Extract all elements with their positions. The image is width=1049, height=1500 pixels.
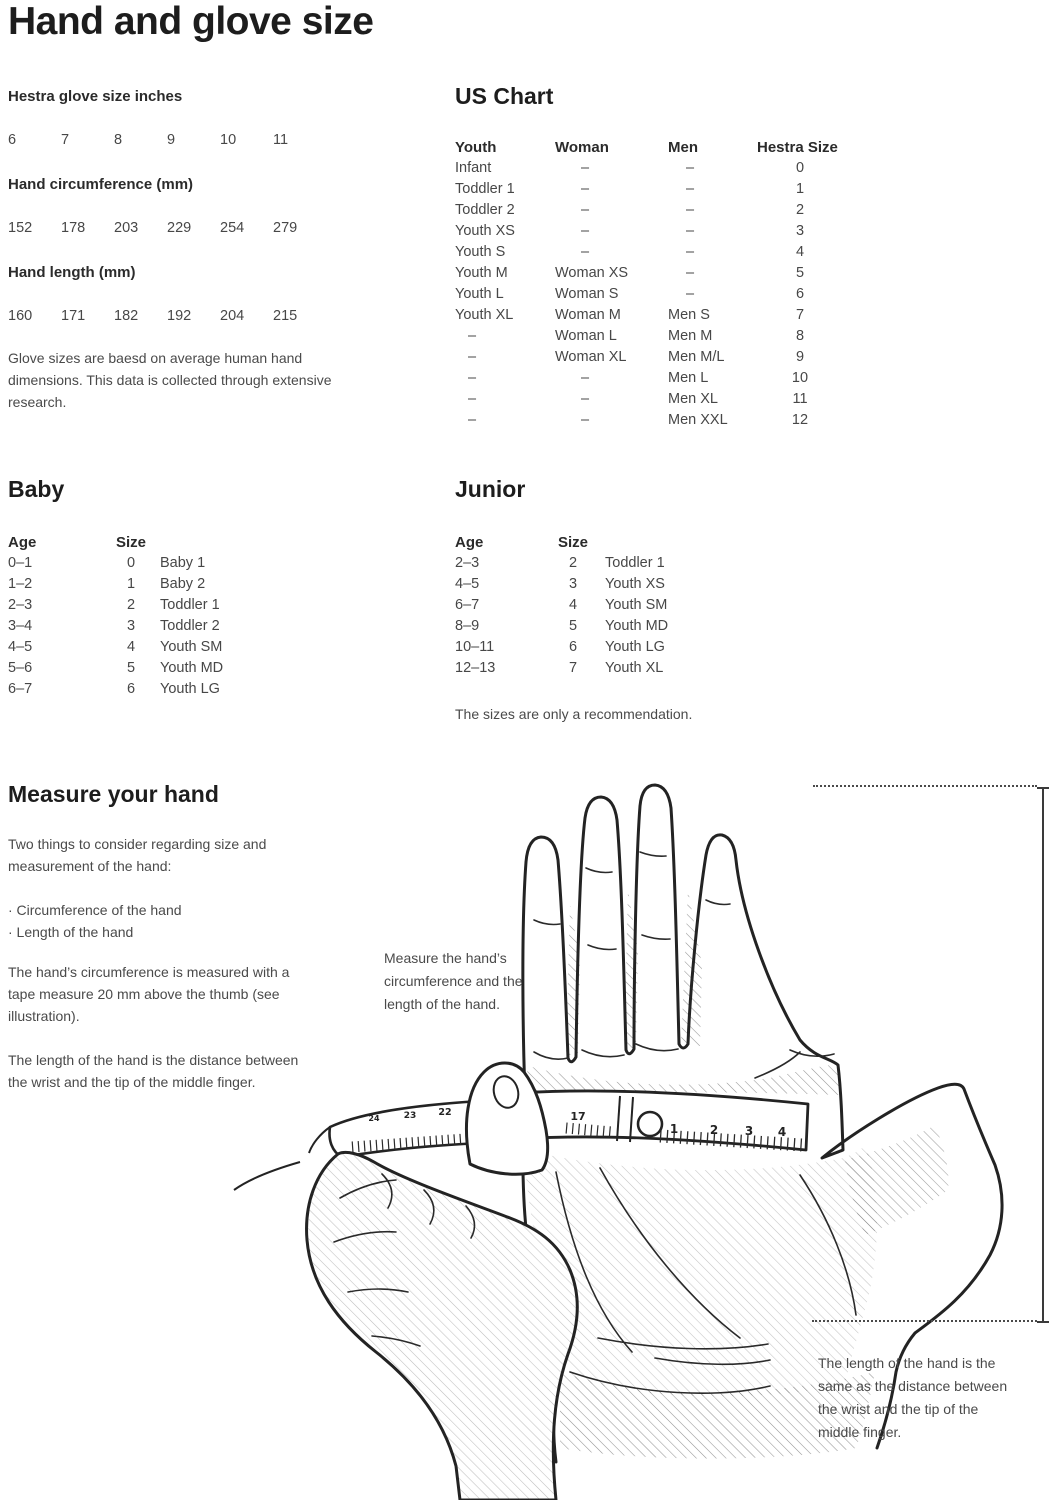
glove-size-values bbox=[8, 132, 438, 148]
column-header: Age bbox=[8, 534, 37, 551]
table-cell: 4–5 bbox=[455, 576, 480, 592]
table-row bbox=[455, 616, 875, 637]
table-row bbox=[455, 200, 855, 221]
measure-length-paragraph: The length of the hand is the distance between the wrist and the tip of the middle finger. bbox=[8, 1052, 299, 1090]
table-cell: Men M bbox=[668, 328, 713, 344]
table-cell: 8–9 bbox=[455, 618, 480, 634]
us-chart-table bbox=[455, 137, 855, 431]
table-cell: 1 bbox=[126, 576, 136, 592]
us-chart-header-row bbox=[455, 137, 855, 158]
table-cell: Youth SM bbox=[160, 639, 223, 655]
junior-section bbox=[455, 476, 875, 725]
table-cell: 0–1 bbox=[8, 555, 33, 571]
sizes-recommendation-note: The sizes are only a recommendation. bbox=[455, 706, 693, 722]
table-cell: Youth LG bbox=[160, 681, 220, 697]
table-cell: 5 bbox=[126, 660, 136, 676]
table-cell: – bbox=[581, 370, 590, 386]
table-cell: 11 bbox=[792, 391, 808, 407]
table-cell: 6 bbox=[795, 286, 805, 302]
table-cell: – bbox=[468, 370, 477, 386]
table-row bbox=[455, 242, 855, 263]
table-row bbox=[8, 553, 438, 574]
table-row bbox=[455, 368, 855, 389]
column-header: Men bbox=[668, 139, 698, 156]
table-row bbox=[455, 284, 855, 305]
column-header: Size bbox=[557, 534, 588, 551]
table-cell: 6–7 bbox=[455, 597, 480, 613]
baby-rows bbox=[8, 553, 438, 700]
table-cell: 1 bbox=[795, 181, 805, 197]
measure-intro: Two things to consider regarding size and measurement of the hand: bbox=[8, 836, 267, 874]
table-cell: – bbox=[581, 160, 590, 176]
wrist-guide-line bbox=[812, 1320, 1037, 1322]
table-cell: 4–5 bbox=[8, 639, 33, 655]
tape-grommet-icon bbox=[638, 1112, 662, 1136]
baby-heading: Baby bbox=[8, 476, 65, 502]
table-cell: 2–3 bbox=[8, 597, 33, 613]
table-row bbox=[455, 158, 855, 179]
table-cell: 3 bbox=[126, 618, 136, 634]
table-cell: Youth XL bbox=[605, 660, 664, 676]
value-cell: 171 bbox=[61, 308, 86, 324]
glove-size-inches-label: Hestra glove size inches bbox=[8, 88, 183, 105]
hand-length-values bbox=[8, 308, 438, 324]
table-cell: – bbox=[686, 223, 695, 239]
table-cell: Woman XL bbox=[555, 349, 627, 365]
table-cell: 12 bbox=[791, 412, 809, 428]
tape-number: 17 bbox=[570, 1110, 586, 1123]
table-cell: Baby 1 bbox=[160, 555, 206, 571]
table-cell: 3–4 bbox=[8, 618, 33, 634]
tape-number: 1 bbox=[669, 1122, 679, 1136]
value-cell: 204 bbox=[220, 308, 245, 324]
table-cell: Youth XS bbox=[605, 576, 665, 592]
measure-heading: Measure your hand bbox=[8, 781, 219, 807]
table-cell: – bbox=[686, 181, 695, 197]
table-cell: 3 bbox=[795, 223, 805, 239]
table-cell: Men XL bbox=[668, 391, 718, 407]
baby-header-row bbox=[8, 532, 438, 553]
table-cell: Youth MD bbox=[160, 660, 224, 676]
table-cell: Youth MD bbox=[605, 618, 669, 634]
table-cell: 3 bbox=[568, 576, 578, 592]
table-cell: Men M/L bbox=[668, 349, 725, 365]
table-cell: – bbox=[686, 286, 695, 302]
table-cell: Toddler 2 bbox=[455, 202, 515, 218]
table-cell: Youth XL bbox=[455, 307, 514, 323]
table-row bbox=[455, 595, 875, 616]
table-row bbox=[455, 637, 875, 658]
table-cell: 5–6 bbox=[8, 660, 33, 676]
table-cell: Youth S bbox=[455, 244, 506, 260]
value-cell: 7 bbox=[61, 132, 70, 148]
tape-number: 3 bbox=[744, 1124, 754, 1138]
table-cell: Toddler 1 bbox=[455, 181, 515, 197]
table-row bbox=[455, 179, 855, 200]
column-header: Youth bbox=[455, 139, 497, 156]
table-cell: 4 bbox=[568, 597, 578, 613]
table-cell: – bbox=[468, 328, 477, 344]
table-cell: Youth M bbox=[455, 265, 508, 281]
table-row bbox=[455, 305, 855, 326]
table-cell: 5 bbox=[795, 265, 805, 281]
junior-rows bbox=[455, 553, 875, 679]
value-cell: 215 bbox=[273, 308, 298, 324]
tape-number: 22 bbox=[438, 1107, 452, 1118]
table-row bbox=[455, 221, 855, 242]
glove-size-note: Glove sizes are baesd on average human hand dimensions. This data is collected through extensive research. bbox=[8, 350, 332, 410]
table-cell: – bbox=[581, 391, 590, 407]
table-cell: Infant bbox=[455, 160, 492, 176]
table-cell: – bbox=[468, 391, 477, 407]
table-cell: Toddler 2 bbox=[160, 618, 220, 634]
value-cell: 279 bbox=[273, 220, 298, 236]
hand-circumference-values bbox=[8, 220, 438, 236]
junior-header-row bbox=[455, 532, 875, 553]
table-cell: 7 bbox=[568, 660, 578, 676]
table-cell: – bbox=[686, 244, 695, 260]
table-cell: – bbox=[581, 244, 590, 260]
column-header: Age bbox=[455, 534, 484, 551]
table-cell: – bbox=[468, 412, 477, 428]
table-row bbox=[8, 658, 438, 679]
illustration-caption-measure: Measure the hand’s circumference and the length of the hand. bbox=[384, 950, 523, 1012]
value-cell: 11 bbox=[273, 132, 289, 148]
table-row bbox=[455, 410, 855, 431]
table-row bbox=[455, 658, 875, 679]
page-title: Hand and glove size bbox=[8, 0, 374, 43]
table-cell: 4 bbox=[126, 639, 136, 655]
table-row bbox=[455, 347, 855, 368]
value-cell: 229 bbox=[167, 220, 192, 236]
value-cell: 203 bbox=[114, 220, 139, 236]
table-cell: Toddler 1 bbox=[160, 597, 220, 613]
table-row bbox=[455, 326, 855, 347]
table-row bbox=[8, 574, 438, 595]
table-row bbox=[455, 263, 855, 284]
hand-length-measure-line bbox=[1042, 787, 1044, 1323]
table-cell: Men L bbox=[668, 370, 709, 386]
table-cell: 9 bbox=[795, 349, 805, 365]
table-cell: – bbox=[581, 181, 590, 197]
table-cell: 6–7 bbox=[8, 681, 33, 697]
hand-length-label: Hand length (mm) bbox=[8, 264, 136, 281]
tape-number: 4 bbox=[777, 1125, 787, 1139]
fingertip-guide-line bbox=[813, 785, 1037, 787]
table-cell: 6 bbox=[126, 681, 136, 697]
table-cell: Youth LG bbox=[605, 639, 665, 655]
table-cell: – bbox=[581, 202, 590, 218]
table-cell: Youth SM bbox=[605, 597, 668, 613]
column-header: Hestra Size bbox=[757, 139, 838, 156]
table-cell: 10 bbox=[791, 370, 809, 386]
table-cell: 2 bbox=[795, 202, 805, 218]
illustration-caption-length: The length of the hand is the same as the distance between the wrist and the tip of the middle finger. bbox=[818, 1355, 1008, 1440]
table-row bbox=[455, 389, 855, 410]
bullet-length: · Length of the hand bbox=[8, 924, 134, 940]
table-row bbox=[455, 574, 875, 595]
table-cell: Woman L bbox=[555, 328, 617, 344]
table-cell: – bbox=[581, 223, 590, 239]
value-cell: 192 bbox=[167, 308, 192, 324]
column-header: Woman bbox=[555, 139, 609, 156]
tape-number: 24 bbox=[368, 1114, 380, 1123]
table-cell: 2 bbox=[126, 597, 136, 613]
value-cell: 178 bbox=[61, 220, 86, 236]
table-cell: – bbox=[468, 349, 477, 365]
table-cell: 2–3 bbox=[455, 555, 480, 571]
table-cell: 10–11 bbox=[455, 639, 495, 655]
value-cell: 10 bbox=[220, 132, 237, 148]
table-cell: – bbox=[686, 160, 695, 176]
table-cell: 0 bbox=[795, 160, 805, 176]
table-cell: 4 bbox=[795, 244, 805, 260]
table-cell: 12–13 bbox=[455, 660, 496, 676]
value-cell: 152 bbox=[8, 220, 33, 236]
value-cell: 160 bbox=[8, 308, 33, 324]
table-cell: Toddler 1 bbox=[605, 555, 665, 571]
column-header: Size bbox=[115, 534, 146, 551]
table-cell: – bbox=[581, 412, 590, 428]
table-cell: Youth L bbox=[455, 286, 504, 302]
table-row bbox=[455, 553, 875, 574]
junior-table bbox=[455, 532, 875, 679]
table-cell: Woman S bbox=[555, 286, 619, 302]
value-cell: 6 bbox=[8, 132, 17, 148]
table-cell: – bbox=[686, 265, 695, 281]
measure-circumference-paragraph: The hand’s circumference is measured with a tape measure 20 mm above the thumb (see illustration). bbox=[8, 964, 290, 1024]
table-cell: 0 bbox=[126, 555, 136, 571]
us-chart-section bbox=[455, 83, 855, 431]
table-cell: – bbox=[686, 202, 695, 218]
table-row bbox=[8, 679, 438, 700]
value-cell: 182 bbox=[114, 308, 139, 324]
table-cell: 2 bbox=[568, 555, 578, 571]
table-cell: Men XXL bbox=[668, 412, 728, 428]
table-cell: Youth XS bbox=[455, 223, 515, 239]
table-row bbox=[8, 637, 438, 658]
table-cell: Men S bbox=[668, 307, 710, 323]
table-row bbox=[8, 616, 438, 637]
table-cell: Woman XS bbox=[555, 265, 629, 281]
us-chart-heading: US Chart bbox=[455, 83, 554, 109]
value-cell: 9 bbox=[167, 132, 176, 148]
table-row bbox=[8, 595, 438, 616]
table-cell: 7 bbox=[795, 307, 805, 323]
table-cell: 8 bbox=[795, 328, 805, 344]
table-cell: 1–2 bbox=[8, 576, 33, 592]
baby-section bbox=[8, 476, 438, 700]
table-cell: Woman M bbox=[555, 307, 621, 323]
tape-number: 23 bbox=[403, 1111, 417, 1121]
value-cell: 254 bbox=[220, 220, 245, 236]
table-cell: 6 bbox=[568, 639, 578, 655]
bullet-circumference: · Circumference of the hand bbox=[8, 902, 182, 918]
junior-heading: Junior bbox=[455, 476, 526, 502]
hand-circumference-label: Hand circumference (mm) bbox=[8, 176, 194, 193]
baby-table bbox=[8, 532, 438, 700]
table-cell: Baby 2 bbox=[160, 576, 206, 592]
tape-number: 2 bbox=[709, 1123, 719, 1137]
table-cell: 5 bbox=[568, 618, 578, 634]
glove-size-section bbox=[8, 88, 438, 413]
value-cell: 8 bbox=[114, 132, 123, 148]
us-chart-rows bbox=[455, 158, 855, 431]
